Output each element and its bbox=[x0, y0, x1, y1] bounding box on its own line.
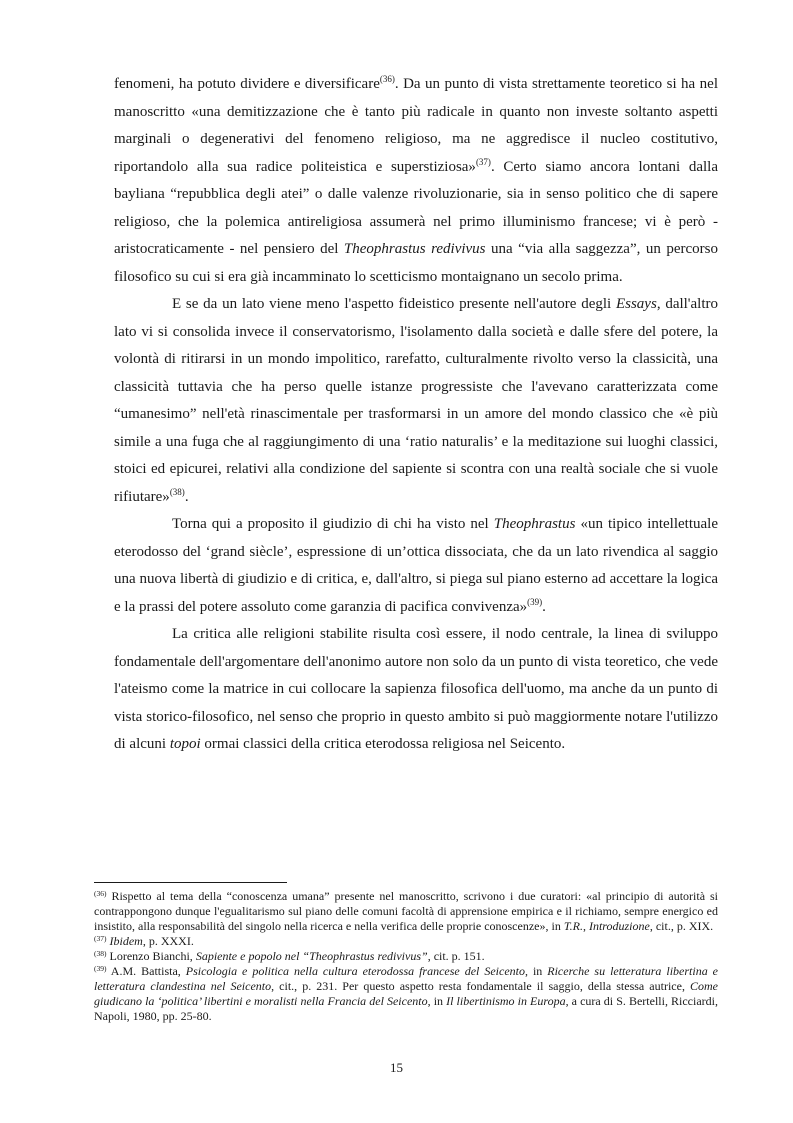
italic-text: topoi bbox=[169, 736, 201, 752]
page-number: 15 bbox=[390, 1060, 403, 1075]
italic-text: Come giudicano la ‘politica’ libertini e moralisti nella Francia del Seicento bbox=[94, 979, 718, 1008]
paragraph bbox=[114, 621, 718, 759]
footnote-ref: (38) bbox=[169, 486, 185, 497]
footnote bbox=[94, 889, 718, 934]
footnotes bbox=[94, 889, 718, 1024]
text-run: ormai classici della critica eterodossa religiosa nel Seicento. bbox=[200, 736, 566, 752]
footnote-ref: (38) bbox=[94, 949, 107, 958]
italic-text: Theophrastus bbox=[493, 516, 576, 532]
text-run: , cit. p. 151. bbox=[427, 949, 485, 963]
footnote-ref: (36) bbox=[94, 889, 107, 898]
footnote bbox=[94, 964, 718, 1024]
footnote bbox=[94, 949, 718, 964]
text-run: Lorenzo Bianchi, bbox=[106, 949, 196, 963]
footnote bbox=[94, 934, 718, 949]
main-text bbox=[114, 71, 718, 759]
text-run: una “via alla saggezza”, un percorso filosofico su cui si era già incamminato lo scetticismo montaignano un secolo prima. bbox=[114, 241, 718, 285]
text-run: , cit., p. XIX. bbox=[649, 919, 714, 933]
italic-text: T.R. bbox=[563, 919, 583, 933]
text-run: . Certo siamo ancora lontani dalla bayliana “repubblica degli atei” o dalle valenze rivoluzionarie, sia in senso politico che di sapere religioso, che la polemica antireligiosa assumerà nel primo illuminismo francese; vi è però - aristocraticamente - nel pensiero del bbox=[114, 158, 718, 257]
paragraph bbox=[114, 511, 718, 621]
italic-text: Ricerche su letteratura libertina e letteratura clandestina nel Seicento bbox=[94, 964, 718, 993]
text-run: , a cura di S. Bertelli, Ricciardi, Napoli, 1980, pp. 25-80. bbox=[94, 994, 718, 1023]
text-run: fenomeni, ha potuto dividere e diversificare bbox=[114, 76, 380, 92]
text-run: Rispetto al tema della “conoscenza umana” presente nel manoscritto, scrivono i due curatori: «al principio di autorità si contrappongono dunque l'egualitarismo sul piano delle comuni facoltà di apprensione empirica e il richiamo, sempre energico ed insistito, alla responsabilità del singolo nella ricerca e nella verifica delle proprie conoscenze», in bbox=[94, 889, 718, 933]
text-run: La critica alle religioni stabilite risulta così essere, il nodo centrale, la linea di sviluppo fondamentale dell'argomentare dell'anonimo autore non solo da un punto di vista teoretico, che vede l'ateismo come la matrice in cui collocare la sapienza filosofica dell'uomo, ma anche da un punto di vista storico-filosofico, nel senso che proprio in questo ambito si può maggiormente notare l'utilizzo di alcuni bbox=[114, 626, 718, 752]
footnote-ref: (39) bbox=[527, 596, 543, 607]
paragraph bbox=[114, 71, 718, 291]
text-run: . bbox=[184, 488, 189, 505]
footnote-ref: (36) bbox=[379, 74, 395, 84]
text-run: , p. XXXI. bbox=[142, 934, 194, 948]
italic-text: Sapiente e popolo nel “Theophrastus redivivus” bbox=[195, 949, 428, 963]
footnote-ref: (37) bbox=[94, 934, 107, 943]
italic-text: Theophrastus redivivus bbox=[343, 241, 486, 257]
italic-text: Introduzione bbox=[588, 919, 650, 933]
text-run: , cit., p. 231. Per questo aspetto resta fondamentale il saggio, della stessa autrice, bbox=[271, 979, 690, 993]
italic-text: Psicologia e politica nella cultura eterodossa francese del Seicento bbox=[185, 964, 525, 978]
text-run: Torna qui a proposito il giudizio di chi ha visto nel bbox=[172, 516, 494, 532]
text-run: E se da un lato viene meno l'aspetto fideistico presente nell'autore degli bbox=[172, 296, 616, 312]
footnote-separator bbox=[94, 882, 287, 883]
text-run: , in bbox=[427, 994, 447, 1008]
text-run: , bbox=[582, 919, 589, 933]
text-run: . Da un punto di vista strettamente teoretico si ha nel manoscritto «una demitizzazione che è tanto più radicale in quanto non investe soltanto aspetti marginali o degenerativi del fenomeno religioso, ma ne aggredisce il nucleo costitutivo, riportandolo alla sua radice politeistica e superstiziosa» bbox=[114, 76, 718, 175]
italic-text: Il libertinismo in Europa bbox=[446, 994, 566, 1008]
italic-text: Ibidem bbox=[109, 934, 143, 948]
paragraph bbox=[114, 291, 718, 511]
text-run: , in bbox=[524, 964, 548, 978]
text-run: . bbox=[542, 598, 546, 615]
text-run: A.M. Battista, bbox=[106, 964, 186, 978]
text-run: «un tipico intellettuale eterodosso del ‘grand siècle’, espressione di un’ottica dissociata, che da un lato rivendica al saggio una nuova libertà di giudizio e di critica, e, dall'altro, si piega sul piano esterno ad accettare la logica e la prassi del potere assoluto come garanzia di pacifica convivenza» bbox=[114, 516, 718, 615]
italic-text: Essays bbox=[615, 296, 657, 312]
text-run: , dall'altro lato vi si consolida invece il conservatorismo, l'isolamento dalla società e dalle sfere del potere, la volontà di ritirarsi in un mondo impolitico, rarefatto, culturalmente rivolto verso la classicità, una classicità tuttavia che ha perso quelle istanze progressiste che l'avevano caratterizzata come “umanesimo” nell'età rinascimentale per trasformarsi in un amore del mondo classico che «è più simile a una fuga che al raggiungimento di una ‘ratio naturalis’ e la meditazione sui luoghi classici, stoici ed epicurei, relativi alla condizione del sapiente si scontra con una realtà sociale che si vuole rifiutare» bbox=[114, 296, 718, 505]
footnote-ref: (39) bbox=[94, 964, 107, 973]
footnote-ref: (37) bbox=[475, 156, 491, 167]
